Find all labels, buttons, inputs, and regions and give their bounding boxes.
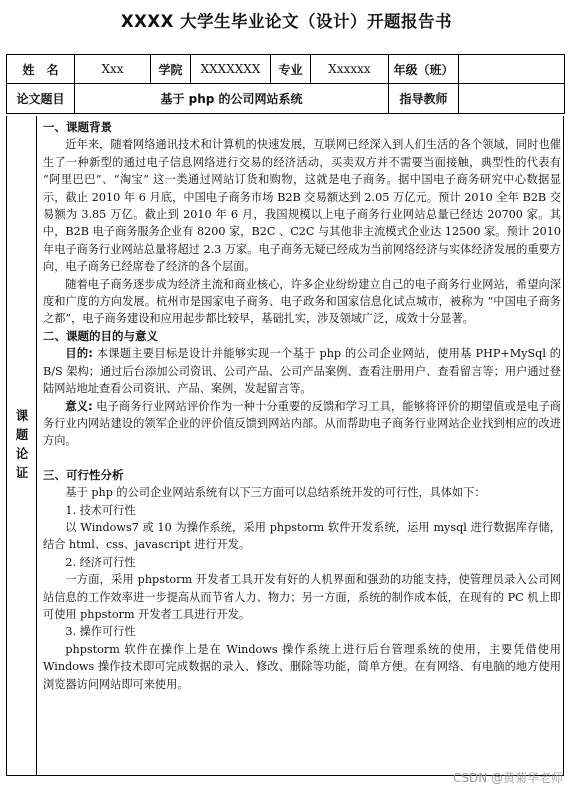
purpose-label: 目的: [65,347,93,361]
significance-text: 电子商务行业网站评价作为一种十分重要的反馈和学习工具，能够将评价的期望值或是电子商务行业内网站建设的领军企业的评价值反馈到网站内部。从而帮助电子商务行业网站企业找到相应的改进方向。 [43,399,561,448]
grade-value [459,55,565,84]
college-value: XXXXXXX [191,55,271,84]
background-paragraph-1: 近年来，随着网络通讯技术和计算机的快速发展，互联网已经深入到人们生活的各个领域，同时也催生了一种新型的通过电子信息网络进行交易的经济活动，买卖双方并不需要当面接触，典型性的代表有 “阿里巴巴”、“淘宝” 这一类通过网站订货和购物，这就是电子商务。据中国电子商务研究中心数据显示，截止 2010 年 6 月底，中国电子商务市场 B2B 交易额达到 2.05 万亿元。预计 2010 全年 B2B 交易额为 3.85 万亿。截止到 2010 年 6 月，我国规模以上电子商务行业网站总量已经达 20700 家。其中，B2B 电子商务服务企业有 8200 家，B2C 、C2C 与其他非主流模式企业达 12500 家。预计 2010 年电子商务行业网站总量将超过 2.3 万家。电子商务无疑已经成为当前网络经济与实体经济发展的重要方向，电子商务已经席卷了经济的各个层面。 [43,138,561,274]
grade-label: 年级（班） [389,55,459,84]
side-label [7,406,37,482]
proposal-content [43,119,561,693]
college-label: 学院 [151,55,191,84]
advisor-value [459,84,565,114]
feasibility-intro: 基于 php 的公司企业网站系统有以下三方面可以总结系统开发的可行性，具体如下： [65,486,486,500]
section-feasibility-heading: 三、可行性分析 [43,467,124,482]
tech-feasibility-heading: 1. 技术可行性 [65,503,136,517]
section-background-heading: 一、课题背景 [43,120,112,134]
purpose-text: 本课题主要目标是设计并能够实现一个基于 php 的公司企业网站，使用基 PHP+MySql 的 B/S 架构；通过后台添加公司资讯、公司产品、公司产品案例、查看注册用户、查看留言等；用户通过登陆网站地址查看公司资讯、产品、案例，发起留言等。 [43,347,561,396]
topic-label: 论文题目 [7,84,75,114]
spacer [43,450,561,467]
side-column [7,116,37,775]
background-paragraph-2: 随着电子商务逐步成为经济主流和商业核心，许多企业纷纷建立自己的电子商务行业网站，希望向深度和广度的方向发展。杭州市是国家电子商务、电子政务和国家信息化试点城市，被称为 “中国电子商务之都”，电子商务建设和应用起步都比较早，基础扎实，涉及领域广泛，成效十分显著。 [43,277,561,326]
name-value: Xxx [75,55,151,84]
name-label: 姓 名 [7,55,75,84]
significance-paragraph [43,398,561,450]
csdn-watermark: CSDN @黄菊华老师 [452,771,563,785]
econ-feasibility-heading: 2. 经济可行性 [65,555,136,569]
proposal-body [6,116,564,776]
side-label-char: 证 [15,465,29,480]
purpose-paragraph [43,345,561,397]
document-title: XXXX 大学生毕业论文（设计）开题报告书 [120,12,453,31]
info-table [6,54,565,114]
topic-value: 基于 php 的公司网站系统 [75,84,389,114]
significance-label: 意义: [65,399,93,413]
side-label-char: 论 [15,446,29,461]
ops-feasibility-heading: 3. 操作可行性 [65,625,136,639]
major-label: 专业 [271,55,311,84]
major-value: Xxxxxx [311,55,389,84]
advisor-label: 指导教师 [389,84,459,114]
section-purpose-heading: 二、课题的目的与意义 [43,328,158,343]
tech-feasibility-text: 以 Windows7 或 10 为操作系统，采用 phpstorm 软件开发系统，运用 mysql 进行数据库存储，结合 html、css、javascript 进行开发。 [43,520,561,552]
side-label-char: 题 [15,427,29,442]
ops-feasibility-text: phpstorm 软件在操作上是在 Windows 操作系统上进行后台管理系统的使用，主要凭借使用 Windows 操作技术即可完成数据的录入、修改、删除等功能，简单方便。在有网络、有电脑的地方使用浏览器访问网站即可来使用。 [43,642,561,691]
side-label-char: 课 [15,408,29,423]
econ-feasibility-text: 一方面，采用 phpstorm 开发者工具开发有好的人机界面和强劲的功能支持，使管理员录入公司网站信息的工作效率进一步提高从而节省人力、物力；另一方面，系统的制作成本低，在现有的 PC 机上即可使用 phpstorm 开发者工具进行开发。 [43,573,561,621]
